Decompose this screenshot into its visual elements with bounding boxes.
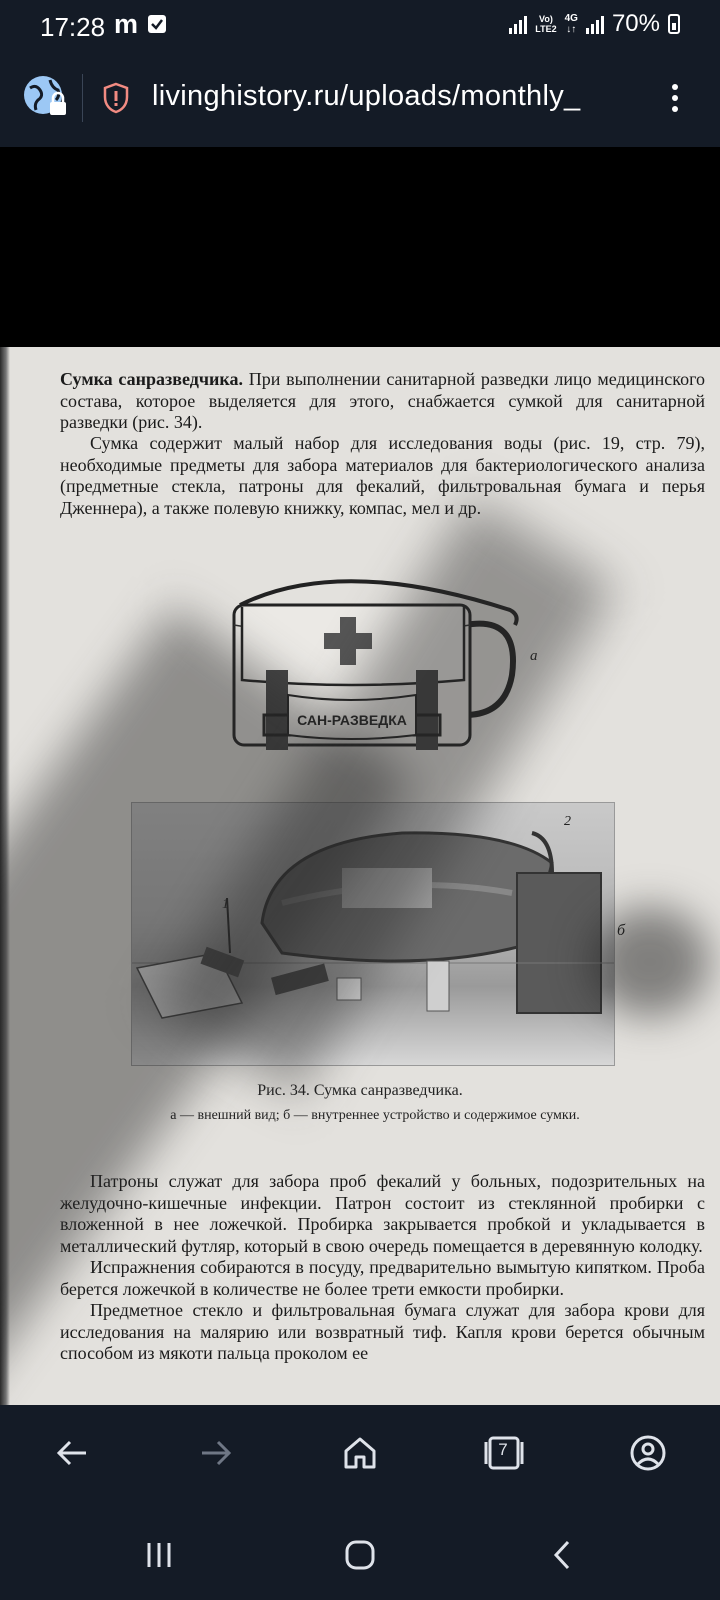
notification-m-icon: m [114,9,139,39]
browser-url-bar [0,52,720,147]
back-arrow-icon[interactable] [52,1433,92,1473]
back-nav-icon[interactable] [546,1538,580,1572]
figure-label-2: 2 [564,814,571,829]
figure-label-1: 1 [222,897,229,912]
home-icon[interactable] [340,1433,380,1473]
recent-apps-icon[interactable] [142,1538,176,1572]
paragraph-3-text: Патроны служат для забора проб фекалий у больных, подозрительных на желудочно-кишечные инфекции. Патрон состоит из стеклянной пробирки с вложенной в нее ложечкой. Пробирка закрывается пробкой и укладывается в металлический футляр, который в свою очередь помещается в деревянную колодку. [60,1171,705,1256]
paragraph-3 [60,1171,705,1365]
notification-check-icon [148,15,166,33]
site-globe-lock-icon[interactable] [22,74,68,120]
tabs-button[interactable] [484,1433,524,1473]
photo-shadow-3 [590,907,710,1017]
home-nav-icon[interactable] [343,1538,377,1572]
figure-caption-sub: а — внешний вид; б — внутреннее устройство и содержимое сумки. [170,1108,580,1123]
volte-icon: Vo) LTE2 [535,14,557,34]
status-indicators [509,10,680,38]
status-time: 17:28 [40,12,106,42]
bag-label: САН-РАЗВЕДКА [297,712,407,728]
account-icon[interactable] [628,1433,668,1473]
battery-percent: 70% [611,10,660,37]
more-options-icon[interactable] [660,80,690,116]
url-field[interactable]: livinghistory.ru/uploads/monthly_ [152,80,581,112]
book-page-scan [0,347,720,1462]
browser-bottom-toolbar [0,1405,720,1513]
signal-icon-2 [586,14,604,34]
paragraph-2: Сумка содержит малый набор для исследования воды (рис. 19, стр. 79), необходимые предметы для забора материалов для бактериологического анализа (предметные стекла, патроны для фекалий, фильтровальная бумага и перья Дженнера), а также полевую книжку, компас, мел и др. [60,433,705,518]
figure-label-a: а [530,648,538,664]
security-warning-icon[interactable] [102,82,130,114]
paragraph-5-text: Предметное стекло и фильтровальная бумага служат для забора крови для исследования на малярию или возвратный тиф. Капля крови берется обычным способом из мякоти пальца проколом ее [60,1300,705,1363]
paragraph-4-text: Испражнения собираются в посуду, предварительно вымытую кипятком. Проба берется ложечкой в количестве не более трети емкости пробирки. [60,1257,705,1299]
url-divider [82,74,83,122]
paragraph-1-heading: Сумка санразведчика. [60,369,243,389]
signal-icon [509,14,527,34]
network-4g-icon: 4G ↓↑ [564,13,578,35]
status-bar [0,0,720,52]
battery-icon [668,14,680,34]
paragraph-1: Сумка санразведчика. При выполнении санитарной разведки лицо медицинского состава, которое выделяется для этого, снабжается сумкой для санитарной разведки (рис. 34). [60,369,705,432]
system-navigation-bar [0,1513,720,1600]
image-viewer [0,147,720,1402]
figure-caption: Рис. 34. Сумка санразведчика. [257,1082,463,1099]
forward-arrow-icon[interactable] [196,1433,236,1473]
tabs-count: 7 [498,1440,508,1459]
